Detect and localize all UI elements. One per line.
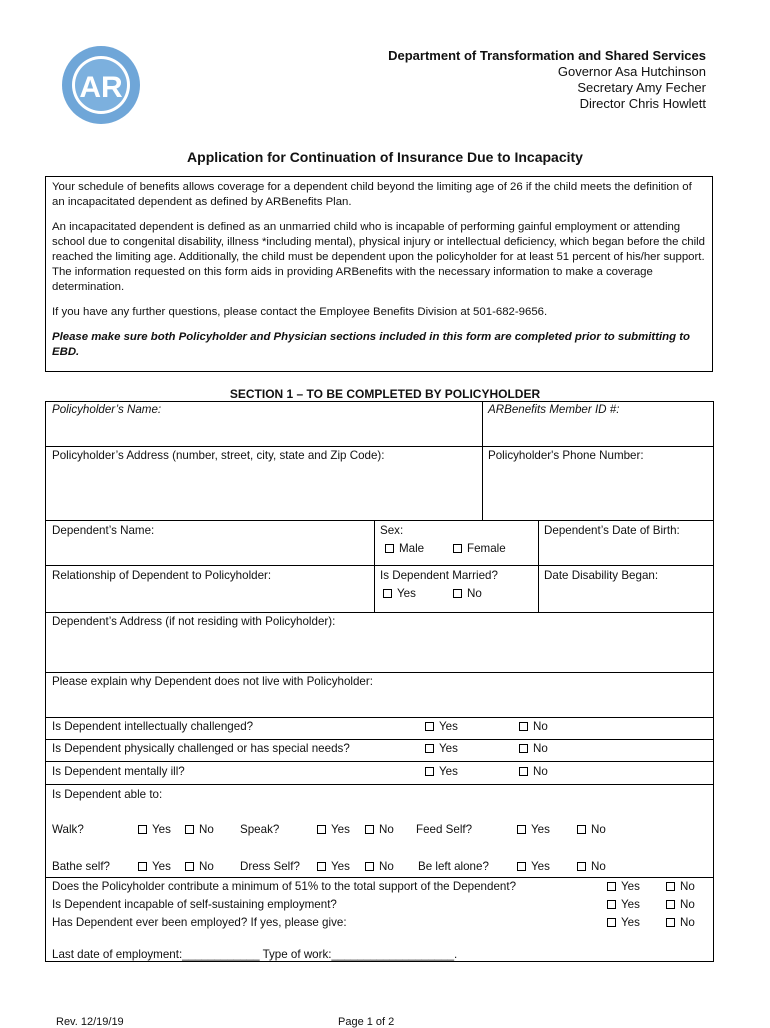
speak-no[interactable] [365,823,394,836]
intro-box [45,176,713,372]
bathe-label: Bathe self? [52,860,111,873]
dress-label: Dress Self? [240,860,300,873]
director-line: Director Chris Howlett [579,96,706,111]
checkbox[interactable] [138,862,147,871]
checkbox[interactable] [517,825,526,834]
option-label: No [199,860,214,873]
option-label: No [379,860,394,873]
q-intellectual-label: Is Dependent intellectually challenged? [52,720,254,733]
walk-yes[interactable] [138,823,171,836]
option-label: No [533,720,548,733]
checkbox[interactable] [666,918,675,927]
option-label: Female [467,542,506,555]
q-employed-label: Has Dependent ever been employed? If yes, please give: [52,916,347,929]
option-label: Yes [331,860,350,873]
checkbox[interactable] [453,589,462,598]
row-divider [45,877,714,878]
q-mental-no[interactable] [519,765,548,778]
married-no-option[interactable] [453,587,482,600]
option-label: No [379,823,394,836]
letterhead [388,48,706,112]
speak-yes[interactable] [317,823,350,836]
q-physical-no[interactable] [519,742,548,755]
checkbox[interactable] [385,544,394,553]
bathe-no[interactable] [185,860,214,873]
q-support-label: Does the Policyholder contribute a minimum of 51% to the total support of the Dependent? [52,880,517,893]
walk-no[interactable] [185,823,214,836]
dependent-name-field[interactable] [46,540,373,564]
q-incapable-no[interactable] [666,898,695,911]
row-divider [45,672,714,673]
married-yes-option[interactable] [383,587,416,600]
alone-label: Be left alone? [418,860,489,873]
bathe-yes[interactable] [138,860,171,873]
policyholder-phone-label: Policyholder's Phone Number: [488,449,644,462]
form-title: Application for Continuation of Insurance Due to Incapacity [187,149,583,165]
col-divider [374,520,375,612]
checkbox[interactable] [519,767,528,776]
revision-date: Rev. 12/19/19 [56,1016,124,1028]
option-label: Male [399,542,425,555]
option-label: No [467,587,482,600]
relationship-label: Relationship of Dependent to Policyholder: [52,569,272,582]
feed-no[interactable] [577,823,606,836]
explain-label: Please explain why Dependent does not live with Policyholder: [52,675,373,688]
q-support-no[interactable] [666,880,695,893]
q-incapable-label: Is Dependent incapable of self-sustaining employment? [52,898,337,911]
dependent-address-label: Dependent’s Address (if not residing with Policyholder): [52,615,336,628]
checkbox[interactable] [383,589,392,598]
q-employed-no[interactable] [666,916,695,929]
row-divider [45,520,714,521]
dob-label: Dependent’s Date of Birth: [544,524,680,537]
option-label: Yes [621,880,640,893]
dress-no[interactable] [365,860,394,873]
intro-p1: Your schedule of benefits allows coverage for a dependent child beyond the limiting age of 26 if the child meets the definition of an incapacitated dependent as defined by ARBenefits Plan. [52,181,692,208]
sex-male-option[interactable] [385,542,424,555]
option-label: Yes [531,823,550,836]
checkbox[interactable] [577,825,586,834]
sex-female-option[interactable] [453,542,506,555]
checkbox[interactable] [666,882,675,891]
speak-label: Speak? [240,823,280,836]
dependent-address-field[interactable] [46,632,712,671]
policyholder-phone-field[interactable] [484,466,712,519]
section1-title: SECTION 1 – TO BE COMPLETED BY POLICYHOLDER [229,387,541,401]
alone-no[interactable] [577,860,606,873]
checkbox[interactable] [317,862,326,871]
option-label: No [591,860,606,873]
checkbox[interactable] [519,744,528,753]
q-intellectual-no[interactable] [519,720,548,733]
row-divider [45,784,714,785]
checkbox[interactable] [453,544,462,553]
logo-letters: AR [79,71,123,104]
dress-yes[interactable] [317,860,350,873]
policyholder-address-field[interactable] [46,466,481,519]
checkbox[interactable] [607,918,616,927]
dependent-name-label: Dependent’s Name: [52,524,155,537]
checkbox[interactable] [519,722,528,731]
row-divider [45,446,714,447]
option-label: Yes [439,720,458,733]
option-label: Yes [621,898,640,911]
feed-yes[interactable] [517,823,550,836]
option-label: No [199,823,214,836]
q-physical-label: Is Dependent physically challenged or has special needs? [52,742,350,755]
table-border-bottom [45,961,714,962]
org-name: Department of Transformation and Shared Services [388,48,706,63]
q-mental-yes[interactable] [425,765,458,778]
row-divider [45,565,714,566]
feed-label: Feed Self? [416,823,473,836]
row-divider [45,612,714,613]
secretary-line: Secretary Amy Fecher [577,80,706,95]
walk-label: Walk? [52,823,84,836]
able-to-label: Is Dependent able to: [52,788,163,801]
option-label: Yes [531,860,550,873]
policyholder-name-field[interactable] [46,418,481,445]
table-border-top [45,401,714,402]
disability-began-label: Date Disability Began: [544,569,659,582]
intro-p2: An incapacitated dependent is defined as an unmarried child who is incapable of performing gainful employment or attending school due to congenital disability, illness *including mental), physical injury or intellectual deficiency, which began before the child reached the limiting age. Additionally, the child must be dependent upon the policyholder for at least 51 percent of his/her support. The information requested on this form aids in providing ARBenefits with the necessary information to make a coverage determination. [52,221,706,293]
sex-label: Sex: [380,524,404,537]
checkbox[interactable] [666,900,675,909]
checkbox[interactable] [317,825,326,834]
q-employed-yes[interactable] [607,916,640,929]
checkbox[interactable] [185,862,194,871]
checkbox[interactable] [425,767,434,776]
option-label: No [533,765,548,778]
checkbox[interactable] [138,825,147,834]
checkbox[interactable] [365,862,374,871]
member-id-label: ARBenefits Member ID #: [488,403,620,416]
checkbox[interactable] [517,862,526,871]
q-intellectual-yes[interactable] [425,720,458,733]
row-divider [45,739,714,740]
option-label: No [680,916,695,929]
q-mental-label: Is Dependent mentally ill? [52,765,185,778]
policyholder-name-label: Policyholder’s Name: [52,403,162,416]
option-label: Yes [152,823,171,836]
col-divider [482,401,483,520]
option-label: Yes [397,587,416,600]
row-divider [45,761,714,762]
governor-line: Governor Asa Hutchinson [557,64,706,79]
option-label: Yes [439,765,458,778]
option-label: No [680,880,695,893]
checkbox[interactable] [607,900,616,909]
checkbox[interactable] [577,862,586,871]
policyholder-address-label: Policyholder’s Address (number, street, city, state and Zip Code): [52,449,385,462]
alone-yes[interactable] [517,860,550,873]
page-number: Page 1 of 2 [338,1016,395,1028]
col-divider [538,520,539,612]
member-id-field[interactable] [484,418,712,445]
intro-p3: If you have any further questions, please contact the Employee Benefits Division at 501-682-9656. [52,306,548,318]
option-label: No [680,898,695,911]
checkbox[interactable] [425,744,434,753]
agency-logo [52,45,150,125]
intro-p4: Please make sure both Policyholder and Physician sections included in this form are completed prior to submitting to EBD. [52,331,691,358]
option-label: Yes [621,916,640,929]
row-divider [45,717,714,718]
option-label: Yes [439,742,458,755]
q-support-yes[interactable] [607,880,640,893]
q-incapable-yes[interactable] [607,898,640,911]
option-label: No [591,823,606,836]
checkbox[interactable] [365,825,374,834]
option-label: Yes [152,860,171,873]
option-label: No [533,742,548,755]
explain-field[interactable] [46,692,712,716]
married-label: Is Dependent Married? [380,569,498,582]
q-physical-yes[interactable] [425,742,458,755]
option-label: Yes [331,823,350,836]
last-employment-line[interactable]: Last date of employment:____________ Type of work:___________________. [52,948,458,961]
checkbox[interactable] [425,722,434,731]
checkbox[interactable] [185,825,194,834]
checkbox[interactable] [607,882,616,891]
